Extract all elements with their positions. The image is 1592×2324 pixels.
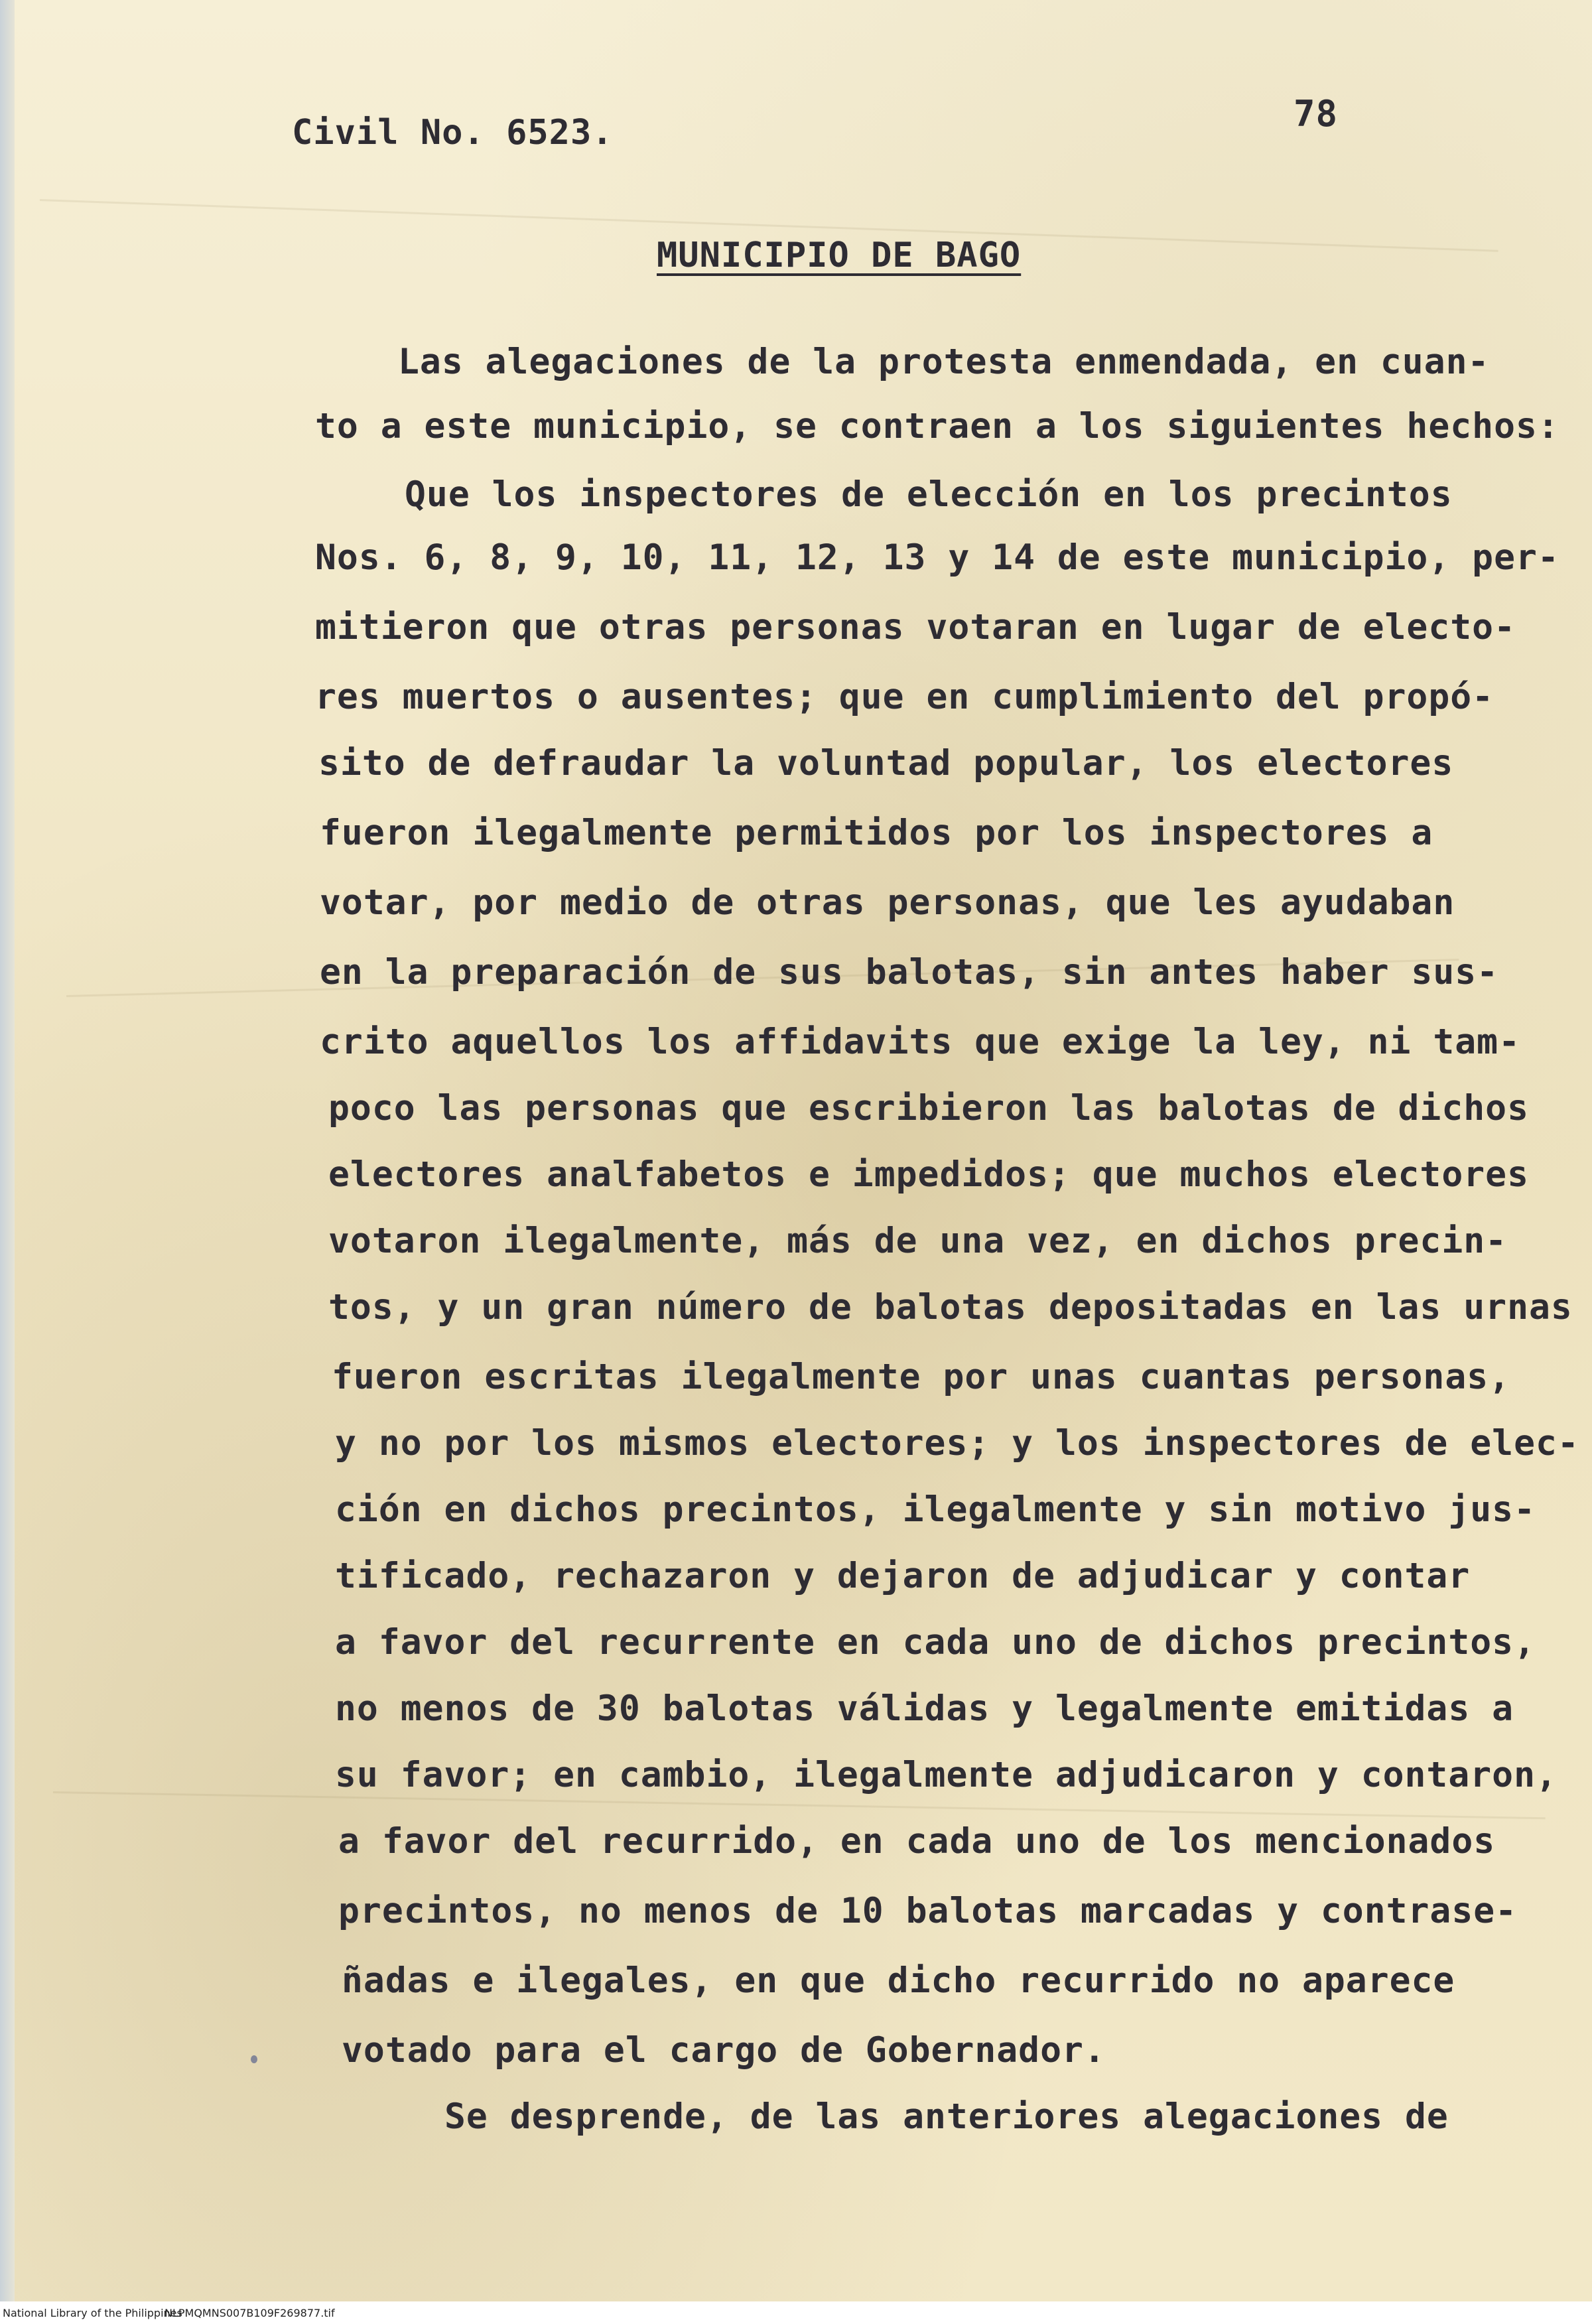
paper-crease	[53, 1791, 1546, 1819]
body-line: tificado, rechazaron y dejaron de adjudicar y contar	[335, 1556, 1471, 1596]
library-label: National Library of the Philippines	[3, 2307, 182, 2319]
body-line: a favor del recurrente en cada uno de dichos precintos,	[335, 1622, 1536, 1663]
body-line: ción en dichos precintos, ilegalmente y sin motivo jus-	[335, 1489, 1536, 1530]
body-line: crito aquellos los affidavits que exige la ley, ni tam-	[320, 1022, 1520, 1062]
scan-footer	[0, 2301, 1592, 2324]
body-line: en la preparación de sus balotas, sin antes haber sus-	[320, 952, 1499, 992]
body-line: to a este municipio, se contraen a los siguientes hechos:	[315, 406, 1559, 446]
body-line: votar, por medio de otras personas, que les ayudaban	[320, 882, 1455, 923]
body-line: a favor del recurrido, en cada uno de los mencionados	[338, 1821, 1496, 1862]
body-line: precintos, no menos de 10 balotas marcadas y contrase-	[338, 1891, 1518, 1931]
file-id: NLPMQMNS007B109F269877.tif	[165, 2307, 335, 2319]
body-line: ñadas e ilegales, en que dicho recurrido no aparece	[342, 1960, 1455, 2001]
body-line: poco las personas que escribieron las balotas de dichos	[328, 1088, 1529, 1128]
body-line: fueron ilegalmente permitidos por los inspectores a	[320, 813, 1433, 853]
body-line: Se desprende, de las anteriores alegaciones de	[444, 2096, 1449, 2137]
section-heading: MUNICIPIO DE BAGO	[657, 236, 1022, 275]
body-line: Las alegaciones de la protesta enmendada, en cuan-	[398, 342, 1490, 382]
case-number: Civil No. 6523.	[292, 113, 614, 153]
body-line: electores analfabetos e impedidos; que muchos electores	[328, 1154, 1529, 1195]
ink-speck	[251, 2055, 257, 2063]
body-line: y no por los mismos electores; y los inspectores de elec-	[335, 1423, 1579, 1464]
body-line: no menos de 30 balotas válidas y legalmente emitidas a	[335, 1688, 1514, 1729]
page-number: 78	[1294, 93, 1339, 135]
scan-edge	[0, 0, 15, 2324]
body-line: tos, y un gran número de balotas depositadas en las urnas	[328, 1287, 1573, 1328]
body-line: Nos. 6, 8, 9, 10, 11, 12, 13 y 14 de este municipio, per-	[315, 537, 1559, 578]
body-line: su favor; en cambio, ilegalmente adjudicaron y contaron,	[335, 1755, 1558, 1795]
body-line: votado para el cargo de Gobernador.	[342, 2030, 1106, 2071]
body-line: res muertos o ausentes; que en cumplimiento del propó-	[315, 677, 1494, 717]
body-line: sito de defraudar la voluntad popular, los electores	[318, 743, 1454, 784]
body-line: Que los inspectores de elección en los precintos	[405, 474, 1453, 515]
body-line: votaron ilegalmente, más de una vez, en dichos precin-	[328, 1221, 1508, 1261]
body-line: mitieron que otras personas votaran en lugar de electo-	[315, 607, 1516, 648]
body-line: fueron escritas ilegalmente por unas cuantas personas,	[332, 1357, 1511, 1397]
